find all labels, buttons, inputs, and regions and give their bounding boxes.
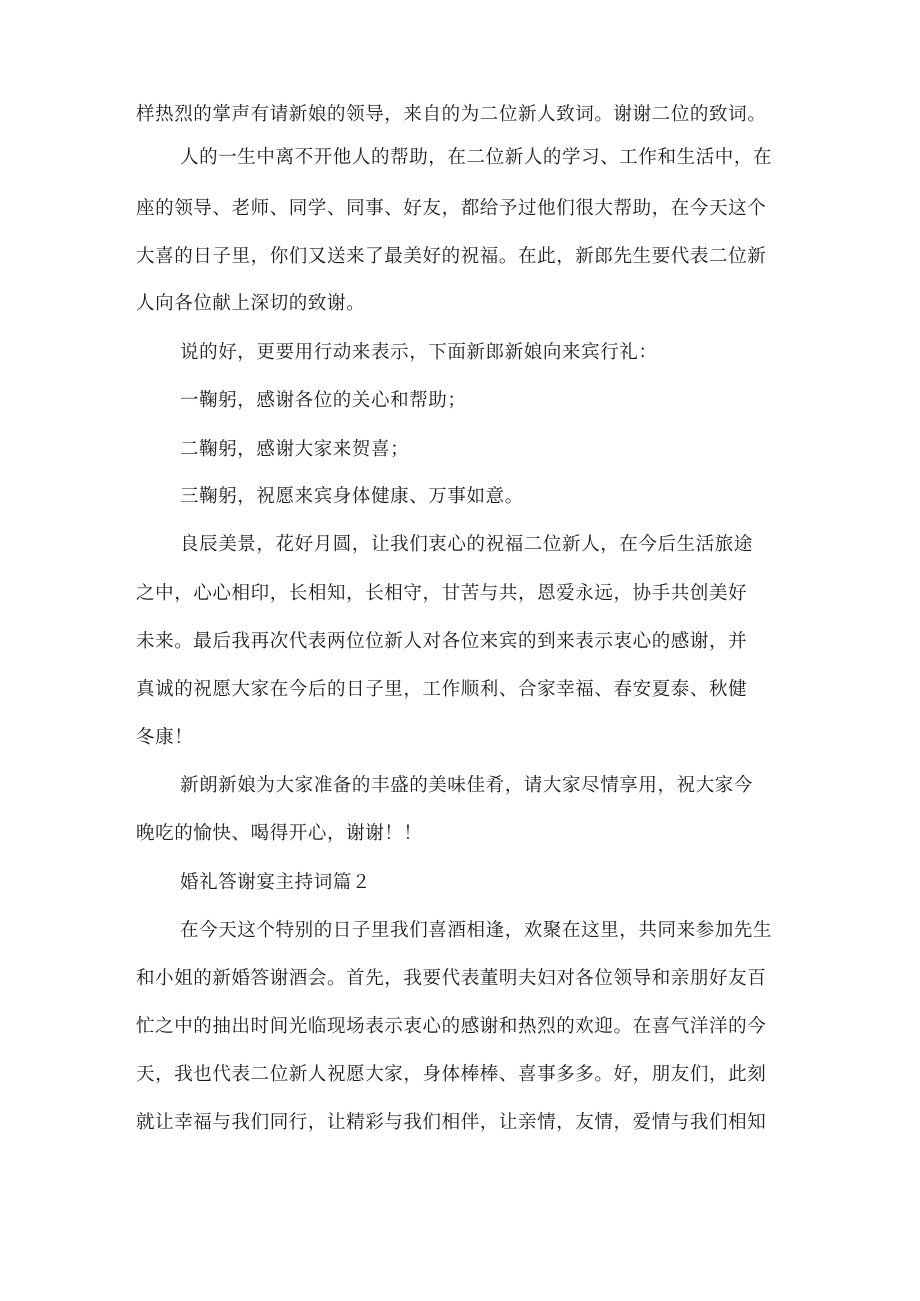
text-line: 真诚的祝愿大家在今后的日子里，工作顺利、合家幸福、春安夏泰、秋健 bbox=[136, 679, 748, 700]
paragraph-line: 三鞠躬，祝愿来宾身体健康、万事如意。 bbox=[180, 486, 524, 507]
text-line: 座的领导、老师、同学、同事、好友，都给予过他们很大帮助，在今天这个 bbox=[136, 198, 767, 219]
text-line: 忙之中的抽出时间光临现场表示衷心的感谢和热烈的欢迎。在喜气洋洋的今 bbox=[136, 1016, 767, 1037]
text-line: 大喜的日子里，你们又送来了最美好的祝福。在此，新郎先生要代表二位新 bbox=[136, 246, 767, 267]
text-line: 之中，心心相印，长相知，长相守，甘苦与共，恩爱永远，协手共创美好 bbox=[136, 583, 748, 604]
text-line: 天，我也代表二位新人祝愿大家，身体棒棒、喜事多多。好，朋友们，此刻 bbox=[136, 1064, 767, 1085]
paragraph-line: 说的好，更要用行动来表示，下面新郎新娘向来宾行礼： bbox=[180, 342, 658, 363]
text-line: 晚吃的愉快、喝得开心，谢谢！！ bbox=[136, 823, 423, 844]
text-line: 冬康！ bbox=[136, 727, 194, 748]
section-heading: 婚礼答谢宴主持词篇２ bbox=[180, 872, 372, 893]
paragraph-line: 二鞠躬，感谢大家来贺喜； bbox=[180, 439, 410, 460]
paragraph-line: 一鞠躬，感谢各位的关心和帮助； bbox=[180, 390, 467, 411]
text-line: 和小姐的新婚答谢酒会。首先，我要代表董明夫妇对各位领导和亲朋好友百 bbox=[136, 968, 767, 989]
text-line-1: 样热烈的掌声有请新娘的领导，来自的为二位新人致词。谢谢二位的致词。 bbox=[136, 104, 767, 125]
text-line: 就让幸福与我们同行，让精彩与我们相伴，让亲情，友情，爱情与我们相知 bbox=[136, 1112, 767, 1133]
paragraph-line-1: 人的一生中离不开他人的帮助，在二位新人的学习、工作和生活中，在 bbox=[180, 147, 773, 168]
text-line: 人向各位献上深切的致谢。 bbox=[136, 293, 366, 314]
paragraph-line: 在今天这个特别的日子里我们喜酒相逢，欢聚在这里，共同来参加先生 bbox=[180, 920, 773, 941]
paragraph-line: 良辰美景，花好月圆，让我们衷心的祝福二位新人，在今后生活旅途 bbox=[180, 534, 754, 555]
text-line: 未来。最后我再次代表两位位新人对各位来宾的到来表示衷心的感谢，并 bbox=[136, 631, 748, 652]
paragraph-line: 新朗新娘为大家准备的丰盛的美味佳肴，请大家尽情享用，祝大家今 bbox=[180, 775, 754, 796]
